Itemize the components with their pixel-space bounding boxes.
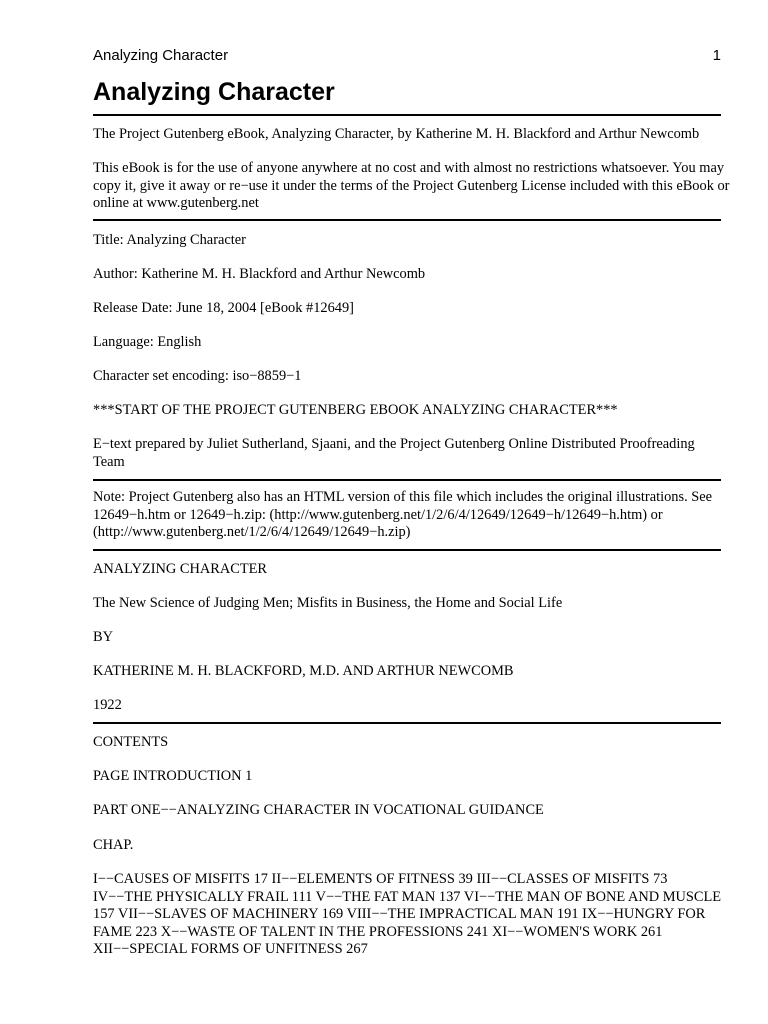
license-line: copy it, give it away or re−use it under the terms of the Project Gutenberg License included with this eBook or (93, 177, 730, 194)
running-title: Analyzing Character (93, 47, 229, 64)
divider (93, 114, 721, 116)
meta-language: Language: English (93, 334, 202, 350)
note-line: 12649−h.htm or 12649−h.zip: (http://www.gutenberg.net/1/2/6/4/12649/12649−h/12649−h.htm) or (93, 506, 663, 523)
license-line: This eBook is for the use of anyone anywhere at no cost and with almost no restrictions whatsoever. You may (93, 160, 725, 176)
book-authors: KATHERINE M. H. BLACKFORD, M.D. AND ARTHUR NEWCOMB (93, 663, 514, 679)
page-title: Analyzing Character (93, 78, 335, 106)
divider (93, 722, 721, 724)
contents-intro: PAGE INTRODUCTION 1 (93, 768, 253, 784)
book-year: 1922 (93, 697, 122, 713)
note-line: Note: Project Gutenberg also has an HTML version of this file which includes the original illustrations. See (93, 489, 713, 505)
chapter-list-line: FAME 223 X−−WASTE OF TALENT IN THE PROFESSIONS 241 XI−−WOMEN'S WORK 261 (93, 923, 663, 940)
intro-line: The Project Gutenberg eBook, Analyzing Character, by Katherine M. H. Blackford and Arthur Newcomb (93, 126, 700, 142)
meta-release-date: Release Date: June 18, 2004 [eBook #12649] (93, 300, 354, 316)
etext-credit-line: E−text prepared by Juliet Sutherland, Sjaani, and the Project Gutenberg Online Distributed Proofreading (93, 436, 695, 452)
page-number: 1 (712, 47, 721, 64)
chapter-list-line: XII−−SPECIAL FORMS OF UNFITNESS 267 (93, 941, 368, 957)
start-marker: ***START OF THE PROJECT GUTENBERG EBOOK ANALYZING CHARACTER*** (93, 402, 618, 418)
running-header (93, 46, 721, 66)
book-by: BY (93, 629, 113, 645)
chapter-list-line: IV−−THE PHYSICALLY FRAIL 111 V−−THE FAT MAN 137 VI−−THE MAN OF BONE AND MUSCLE (93, 888, 722, 905)
meta-author: Author: Katherine M. H. Blackford and Arthur Newcomb (93, 266, 426, 282)
license-line: online at www.gutenberg.net (93, 195, 259, 211)
divider (93, 549, 721, 551)
chapter-list-line: I−−CAUSES OF MISFITS 17 II−−ELEMENTS OF FITNESS 39 III−−CLASSES OF MISFITS 73 (93, 871, 668, 887)
meta-encoding: Character set encoding: iso−8859−1 (93, 368, 302, 384)
contents-chap-label: CHAP. (93, 837, 134, 853)
etext-credit-line: Team (93, 453, 125, 470)
divider (93, 479, 721, 481)
chapter-list-line: 157 VII−−SLAVES OF MACHINERY 169 VIII−−THE IMPRACTICAL MAN 191 IX−−HUNGRY FOR (93, 906, 706, 922)
book-title: ANALYZING CHARACTER (93, 561, 268, 577)
contents-heading: CONTENTS (93, 734, 169, 750)
meta-title: Title: Analyzing Character (93, 232, 246, 248)
contents-part-one: PART ONE−−ANALYZING CHARACTER IN VOCATIONAL GUIDANCE (93, 802, 544, 818)
divider (93, 219, 721, 221)
book-subtitle: The New Science of Judging Men; Misfits in Business, the Home and Social Life (93, 595, 563, 611)
note-line: (http://www.gutenberg.net/1/2/6/4/12649/12649−h.zip) (93, 524, 411, 540)
